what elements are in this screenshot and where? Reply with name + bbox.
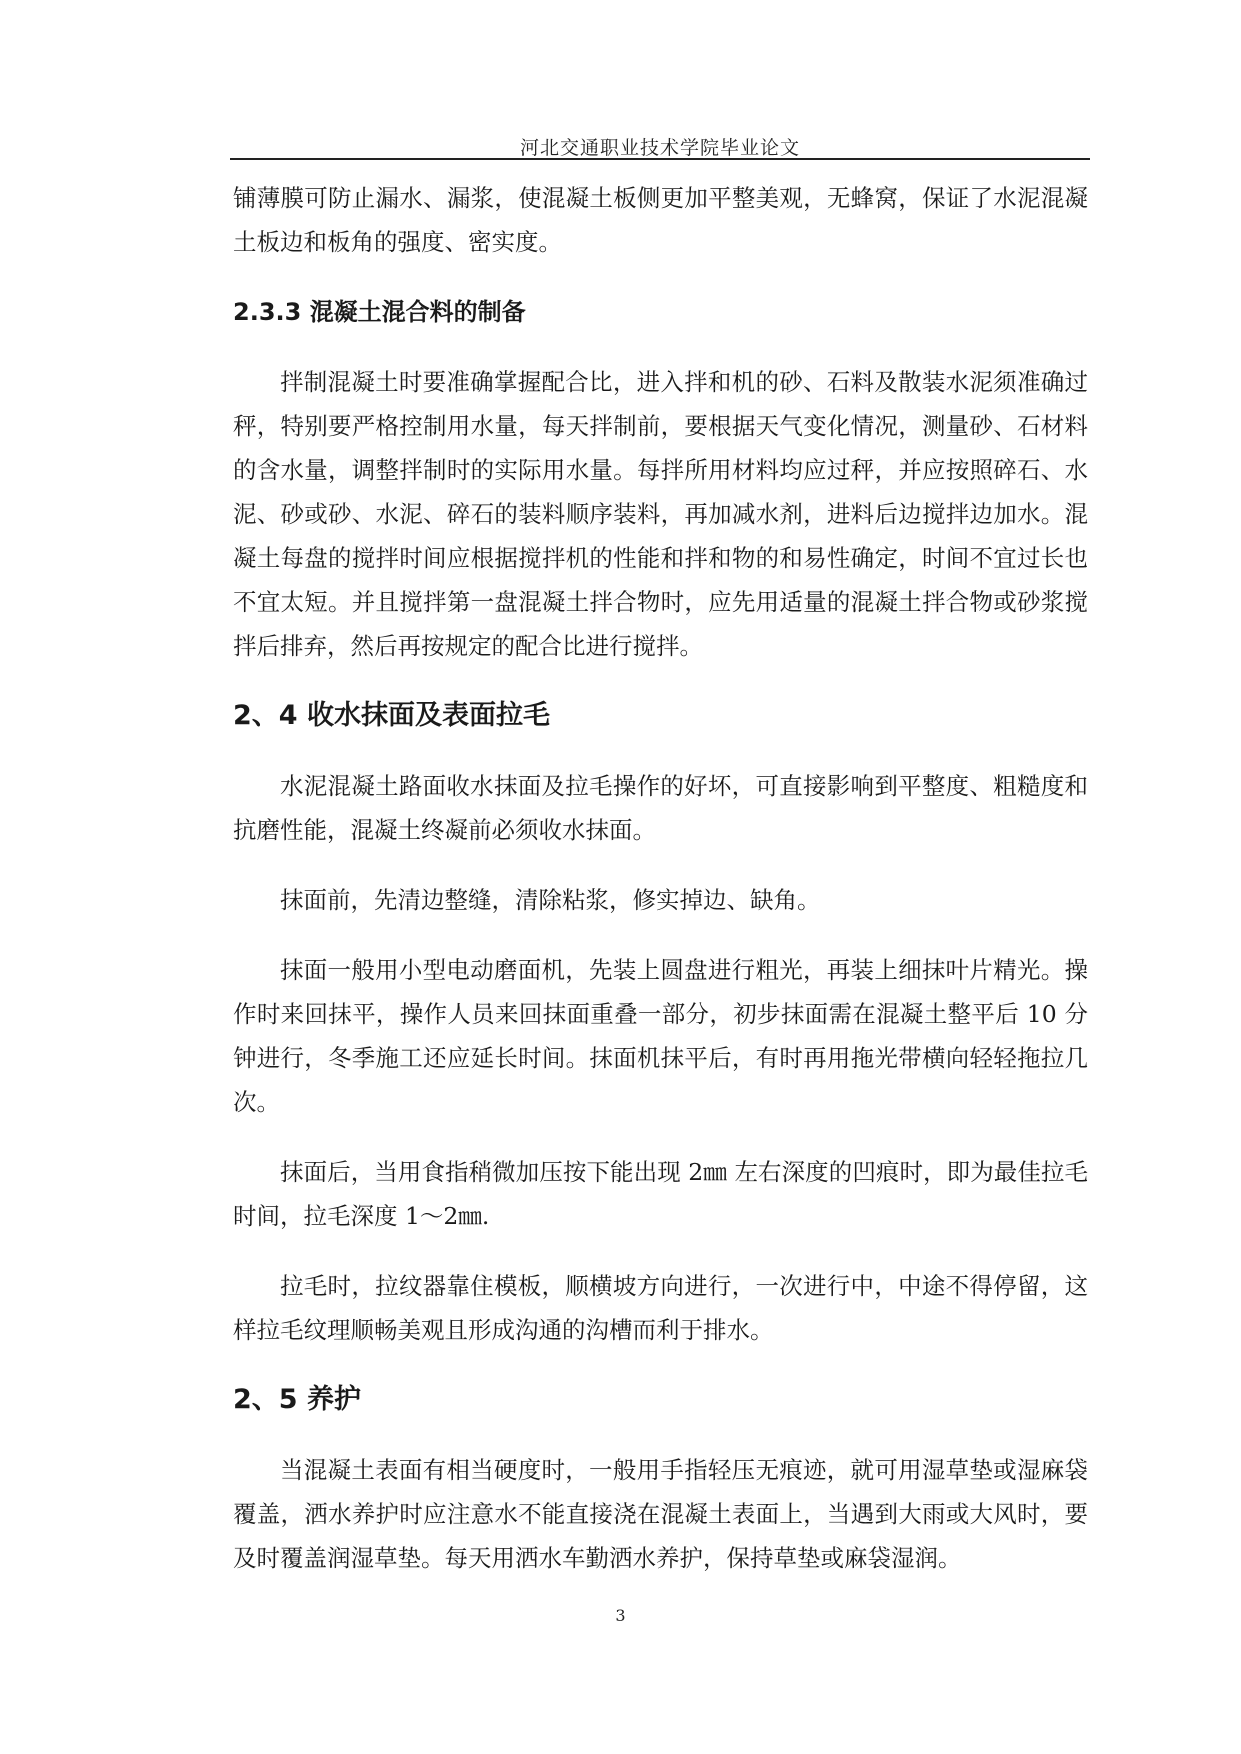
heading-2-5: 2、5 养护 [233,1384,361,1415]
header-title: 河北交通职业技术学院毕业论文 [519,137,800,159]
header-rule [230,158,1090,160]
paragraph-2-5: 当混凝土表面有相当硬度时，一般用手指轻压无痕迹，就可用湿草垫或湿麻袋覆盖，洒水养护时应注意水不能直接浇在混凝土表面上，当遇到大雨或大风时，要及时覆盖润湿草垫。每天用洒水车勤洒水养护，保持草垫或麻袋湿润。 [233,1456,1088,1572]
paragraph-2-4-4: 抹面后，当用食指稍微加压按下能出现 2㎜ 左右深度的凹痕时，即为最佳拉毛时间，拉毛深度 1～2㎜. [233,1158,1088,1230]
paragraph-2-4-3: 抹面一般用小型电动磨面机，先装上圆盘进行粗光，再装上细抹叶片精光。操作时来回抹平，操作人员来回抹面重叠一部分，初步抹面需在混凝土整平后 10 分钟进行，冬季施工还应延长时间。抹面机抹平后，有时再用拖光带横向轻轻拖拉几次。 [233,956,1088,1116]
page-number: 3 [615,1606,626,1625]
paragraph-2-3-3: 拌制混凝土时要准确掌握配合比，进入拌和机的砂、石料及散装水泥须准确过秤，特别要严格控制用水量，每天拌制前，要根据天气变化情况，测量砂、石材料的含水量，调整拌制时的实际用水量。每拌所用材料均应过秤，并应按照碎石、水泥、砂或砂、水泥、碎石的装料顺序装料，再加减水剂，进料后边搅拌边加水。混凝土每盘的搅拌时间应根据搅拌机的性能和拌和物的和易性确定，时间不宜过长也不宜太短。并且搅拌第一盘混凝土拌合物时，应先用适量的混凝土拌合物或砂浆搅拌后排弃，然后再按规定的配合比进行搅拌。 [233,368,1088,660]
paragraph-intro: 铺薄膜可防止漏水、漏浆，使混凝土板侧更加平整美观，无蜂窝，保证了水泥混凝土板边和板角的强度、密实度。 [233,184,1088,256]
heading-2-4: 2、4 收水抹面及表面拉毛 [233,700,550,731]
paragraph-2-4-1: 水泥混凝土路面收水抹面及拉毛操作的好坏，可直接影响到平整度、粗糙度和抗磨性能，混凝土终凝前必须收水抹面。 [233,772,1088,844]
page-body [233,176,1088,1580]
paragraph-2-4-2: 抹面前，先清边整缝，清除粘浆，修实掉边、缺角。 [280,886,821,914]
heading-2-3-3: 2.3.3 混凝土混合料的制备 [233,298,526,326]
paragraph-2-4-5: 拉毛时，拉纹器靠住模板，顺横坡方向进行，一次进行中，中途不得停留，这样拉毛纹理顺畅美观且形成沟通的沟槽而利于排水。 [233,1272,1088,1344]
